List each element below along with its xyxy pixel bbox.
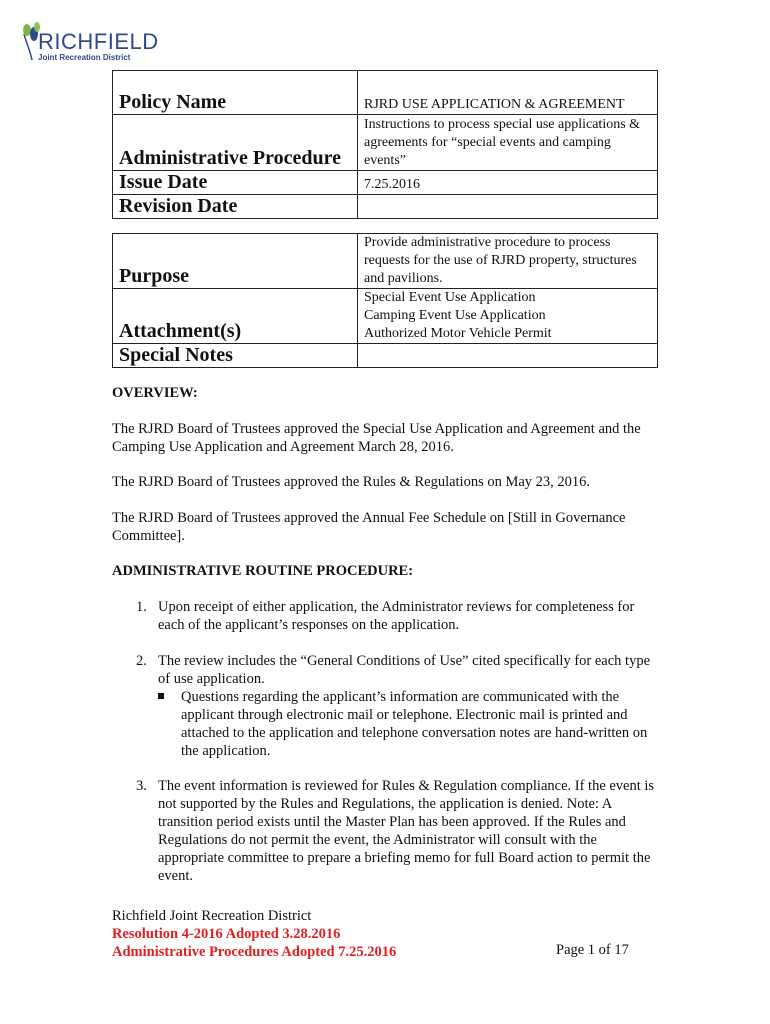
logo-name: RICHFIELD <box>38 29 159 54</box>
procedure-heading: ADMINISTRATIVE ROUTINE PROCEDURE: <box>112 563 414 579</box>
revision-date-value <box>358 195 658 219</box>
footer-resolution: Resolution 4-2016 Adopted 3.28.2016 <box>112 926 341 942</box>
item-text: Upon receipt of either application, the Administrator reviews for completeness for each of the applicant’s responses on the application. <box>158 599 635 633</box>
bullet-text: Questions regarding the applicant’s information are communicated with the applicant through electronic mail or telephone. Electronic mail is printed and attached to the application and telephone conversation notes are hand-written on the application. <box>181 689 648 759</box>
issue-date-label: Issue Date <box>113 171 358 195</box>
footer-org: Richfield Joint Recreation District <box>112 908 312 924</box>
special-notes-label: Special Notes <box>113 344 358 368</box>
overview-heading: OVERVIEW: <box>112 385 198 401</box>
logo-subtitle: Joint Recreation District <box>38 53 131 62</box>
policy-name-label: Policy Name <box>113 71 358 115</box>
overview-paragraph: The RJRD Board of Trustees approved the Rules & Regulations on May 23, 2016. <box>112 474 591 490</box>
special-notes-value <box>358 344 658 368</box>
procedure-sub-bullet <box>158 688 658 760</box>
policy-table <box>112 70 658 219</box>
richfield-logo <box>22 22 159 64</box>
attachment-item: Authorized Motor Vehicle Permit <box>364 326 552 341</box>
admin-procedure-label: Administrative Procedure <box>113 115 358 171</box>
item-number: 3. <box>136 778 147 794</box>
item-number: 1. <box>136 599 147 615</box>
procedure-item <box>136 598 661 634</box>
page-number: Page 1 of 17 <box>556 942 629 958</box>
attachment-item: Special Event Use Application <box>364 290 536 305</box>
purpose-label: Purpose <box>113 234 358 289</box>
footer-procedures: Administrative Procedures Adopted 7.25.2016 <box>112 944 397 960</box>
purpose-table <box>112 233 658 368</box>
overview-paragraph: The RJRD Board of Trustees approved the Special Use Application and Agreement and the Camping Use Application and Agreement March 28, 2016. <box>112 421 641 455</box>
revision-date-label: Revision Date <box>113 195 358 219</box>
policy-name-value: RJRD USE APPLICATION & AGREEMENT <box>358 71 658 115</box>
item-text: The event information is reviewed for Rules & Regulation compliance. If the event is not supported by the Rules and Regulations, the application is denied. Note: A transition period exists until the Master Plan has been approved. If the Rules and Regulations do not permit the event, the Administrator will consult with the appropriate committee to prepare a briefing memo for full Board action to permit the event. <box>158 778 655 884</box>
purpose-value: Provide administrative procedure to process requests for the use of RJRD property, structures and pavilions. <box>358 234 658 289</box>
procedure-item <box>136 652 661 688</box>
admin-procedure-value: Instructions to process special use applications & agreements for “special events and camping events” <box>358 115 658 171</box>
overview-paragraph: The RJRD Board of Trustees approved the Annual Fee Schedule on [Still in Governance Committee]. <box>112 510 626 544</box>
issue-date-value: 7.25.2016 <box>358 171 658 195</box>
square-bullet-icon <box>158 693 164 699</box>
item-number: 2. <box>136 653 147 669</box>
attachment-item: Camping Event Use Application <box>364 308 546 323</box>
item-text: The review includes the “General Conditions of Use” cited specifically for each type of use application. <box>158 653 651 687</box>
attachments-value <box>358 289 658 344</box>
attachments-label: Attachment(s) <box>113 289 358 344</box>
procedure-item <box>136 777 661 885</box>
